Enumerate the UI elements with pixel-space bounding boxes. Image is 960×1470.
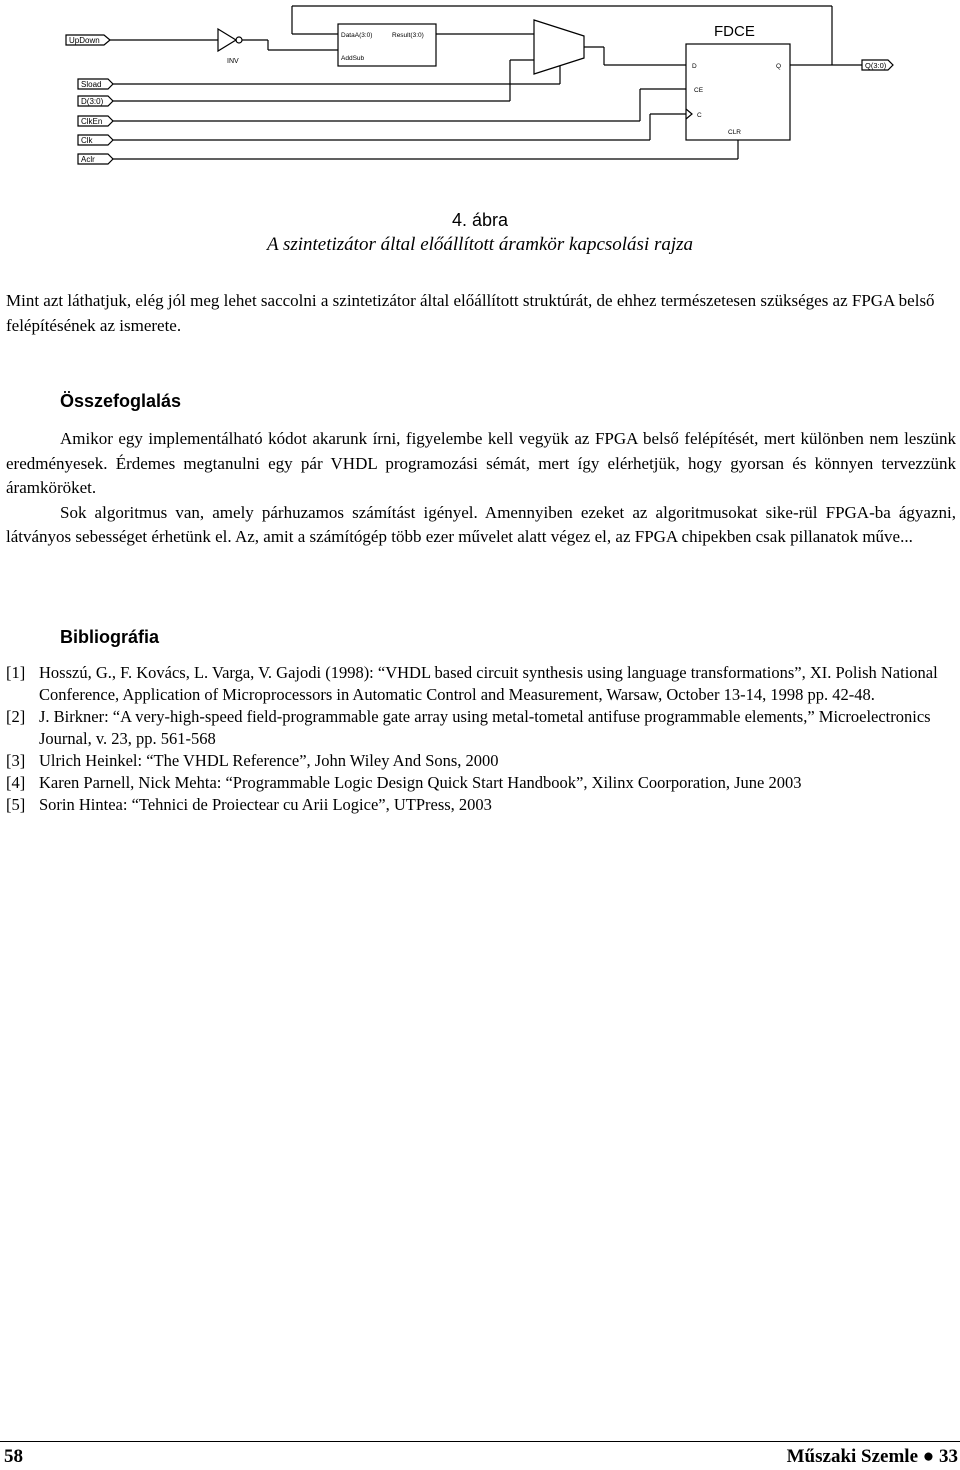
fdce-c: C: [697, 112, 702, 119]
port-label-updown: UpDown: [69, 36, 100, 45]
bib-text: J. Birkner: “A very-high-speed field-programmable gate array using metal-tometal antifuse programmable elements,” Microelectronics Journal, v. 23, pp. 561-568: [39, 707, 931, 748]
bibliography-item: [6, 706, 956, 750]
fdce-clr: CLR: [728, 129, 742, 136]
bibliography-list: [6, 662, 956, 816]
bibliography-item: [6, 794, 956, 816]
fdce-d: D: [692, 63, 697, 70]
circuit-schematic: [0, 0, 960, 200]
port-label-clken: ClkEn: [81, 117, 103, 126]
summary-heading: Összefoglalás: [60, 391, 182, 411]
bib-number: [3]: [6, 751, 26, 770]
bib-number: [1]: [6, 663, 26, 682]
port-label-q: Q(3:0): [865, 61, 887, 70]
journal-name: Műszaki Szemle ● 33: [786, 1446, 958, 1467]
inverter-gate: [218, 29, 236, 51]
mux-shape: [534, 20, 584, 74]
bib-text: Hosszú, G., F. Kovács, L. Varga, V. Gajodi (1998): “VHDL based circuit synthesis using language transformations”, XI. Polish National Conference, Application of Microprocessors in Automatic Control and Measurement, Warsaw, October 13-14, 1998 pp. 42-48.: [39, 663, 938, 704]
inverter-label: INV: [227, 58, 239, 65]
port-label-clk: Clk: [81, 136, 93, 145]
figure-caption: A szintetizátor által előállított áramkör kapcsolási rajza: [266, 234, 694, 255]
bib-text: Karen Parnell, Nick Mehta: “Programmable Logic Design Quick Start Handbook”, Xilinx Coorporation, June 2003: [39, 773, 802, 792]
bib-text: Sorin Hintea: “Tehnici de Proiectear cu Arii Logice”, UTPress, 2003: [39, 795, 492, 814]
bibliography-item: [6, 750, 956, 772]
bibliography-heading: Bibliográfia: [60, 627, 160, 647]
summary-paragraph: Sok algoritmus van, amely párhuzamos számítást igényel. Amennyiben ezeket az algoritmusokat sike-rül FPGA-ba ágyazni, látványos sebességet érhetünk el. Az, amit a számítógép több ezer művelet alatt végez el, az FPGA chipekben csak pillanatok műve...: [6, 502, 956, 546]
page-footer: [0, 1446, 960, 1470]
bib-number: [5]: [6, 795, 26, 814]
port-label-sload: Sload: [81, 80, 102, 89]
port-label-aclr: Aclr: [81, 155, 95, 164]
fdce-q: Q: [776, 63, 782, 70]
bibliography-item: [6, 772, 956, 794]
addsub-name: AddSub: [341, 55, 365, 62]
footer-rule: [0, 1441, 960, 1442]
bib-number: [2]: [6, 707, 26, 726]
summary-paragraph: Amikor egy implementálható kódot akarunk írni, figyelembe kell vegyük az FPGA belső felépítését, mert különben nem leszünk eredményesek. Érdemes megtanulni egy pár VHDL programozási sémát, mert így elérhetjük, hogy gyorsan és könnyen tervezzünk áramköröket.: [6, 429, 956, 497]
port-label-d: D(3:0): [81, 97, 104, 106]
bib-text: Ulrich Heinkel: “The VHDL Reference”, John Wiley And Sons, 2000: [39, 751, 499, 770]
page-number: 58: [4, 1446, 23, 1467]
fdce-ce: CE: [694, 87, 704, 94]
bibliography-item: [6, 662, 956, 706]
bib-number: [4]: [6, 773, 26, 792]
addsub-data-in: DataA(3:0): [341, 32, 373, 39]
addsub-result: Result(3:0): [392, 32, 424, 39]
fdce-title: FDCE: [714, 23, 755, 40]
summary-section: [6, 427, 956, 550]
intro-paragraph: Mint azt láthatjuk, elég jól meg lehet saccolni a szintetizátor által előállított struktúrát, de ehhez természetesen szükséges az FPGA belső felépítésének az ismerete.: [6, 291, 935, 335]
figure-number: 4. ábra: [451, 210, 509, 230]
